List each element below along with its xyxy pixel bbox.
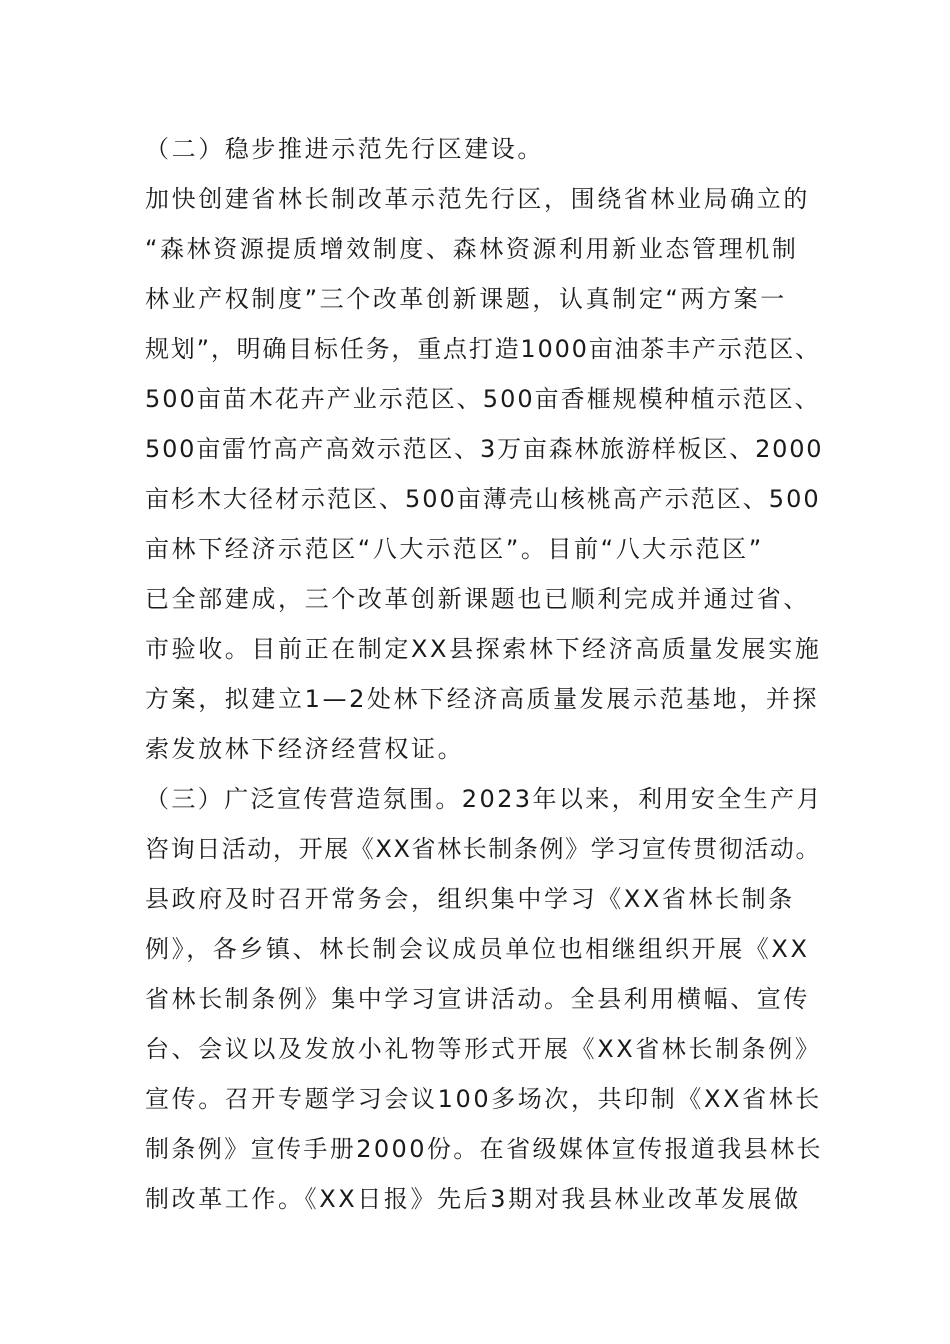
text-line: 咨询日活动，开展《XX省林长制条例》学习宣传贯彻活动。 (145, 835, 822, 863)
text-line: 索发放林下经济经营权证。 (145, 735, 465, 763)
text-line: 方案，拟建立1—2处林下经济高质量发展示范基地，并探 (145, 685, 820, 713)
text-line: 制改革工作。《XX日报》先后3期对我县林业改革发展做 (145, 1185, 801, 1213)
text-line: 500亩雷竹高产高效示范区、3万亩森林旅游样板区、2000 (145, 435, 824, 463)
text-line: 林业产权制度”三个改革创新课题，认真制定“两方案一 (145, 285, 787, 313)
text-line: 县政府及时召开常务会，组织集中学习《XX省林长制条 (145, 885, 795, 913)
text-line: 规划”，明确目标任务，重点打造1000亩油茶丰产示范区、 (145, 335, 821, 363)
text-line: 市验收。目前正在制定XX县探索林下经济高质量发展实施 (145, 635, 822, 663)
text-line: 宣传。召开专题学习会议100多场次，共印制《XX省林长 (145, 1085, 822, 1113)
text-line: 亩杉木大径材示范区、500亩薄壳山核桃高产示范区、500 (145, 485, 821, 513)
text-line: 已全部建成，三个改革创新课题也已顺利完成并通过省、 (145, 585, 810, 613)
text-line: 亩林下经济示范区“八大示范区”。目前“八大示范区” (145, 535, 764, 563)
text-line: 台、会议以及发放小礼物等形式开展《XX省林长制条例》 (145, 1035, 822, 1063)
text-line: “森林资源提质增效制度、森林资源利用新业态管理机制 (145, 235, 799, 263)
text-line: 加快创建省林长制改革示范先行区，围绕省林业局确立的 (145, 185, 810, 213)
text-line: （三）广泛宣传营造氛围。2023年以来，利用安全生产月 (145, 785, 823, 813)
text-line: 例》，各乡镇、林长制会议成员单位也相继组织开展《XX (145, 935, 810, 963)
text-line: （二）稳步推进示范先行区建设。 (145, 135, 544, 163)
text-line: 500亩苗木花卉产业示范区、500亩香榧规模种植示范区、 (145, 385, 821, 413)
text-line: 省林长制条例》集中学习宣讲活动。全县利用横幅、宣传 (145, 985, 810, 1013)
text-line: 制条例》宣传手册2000份。在省级媒体宣传报道我县林长 (145, 1135, 823, 1163)
